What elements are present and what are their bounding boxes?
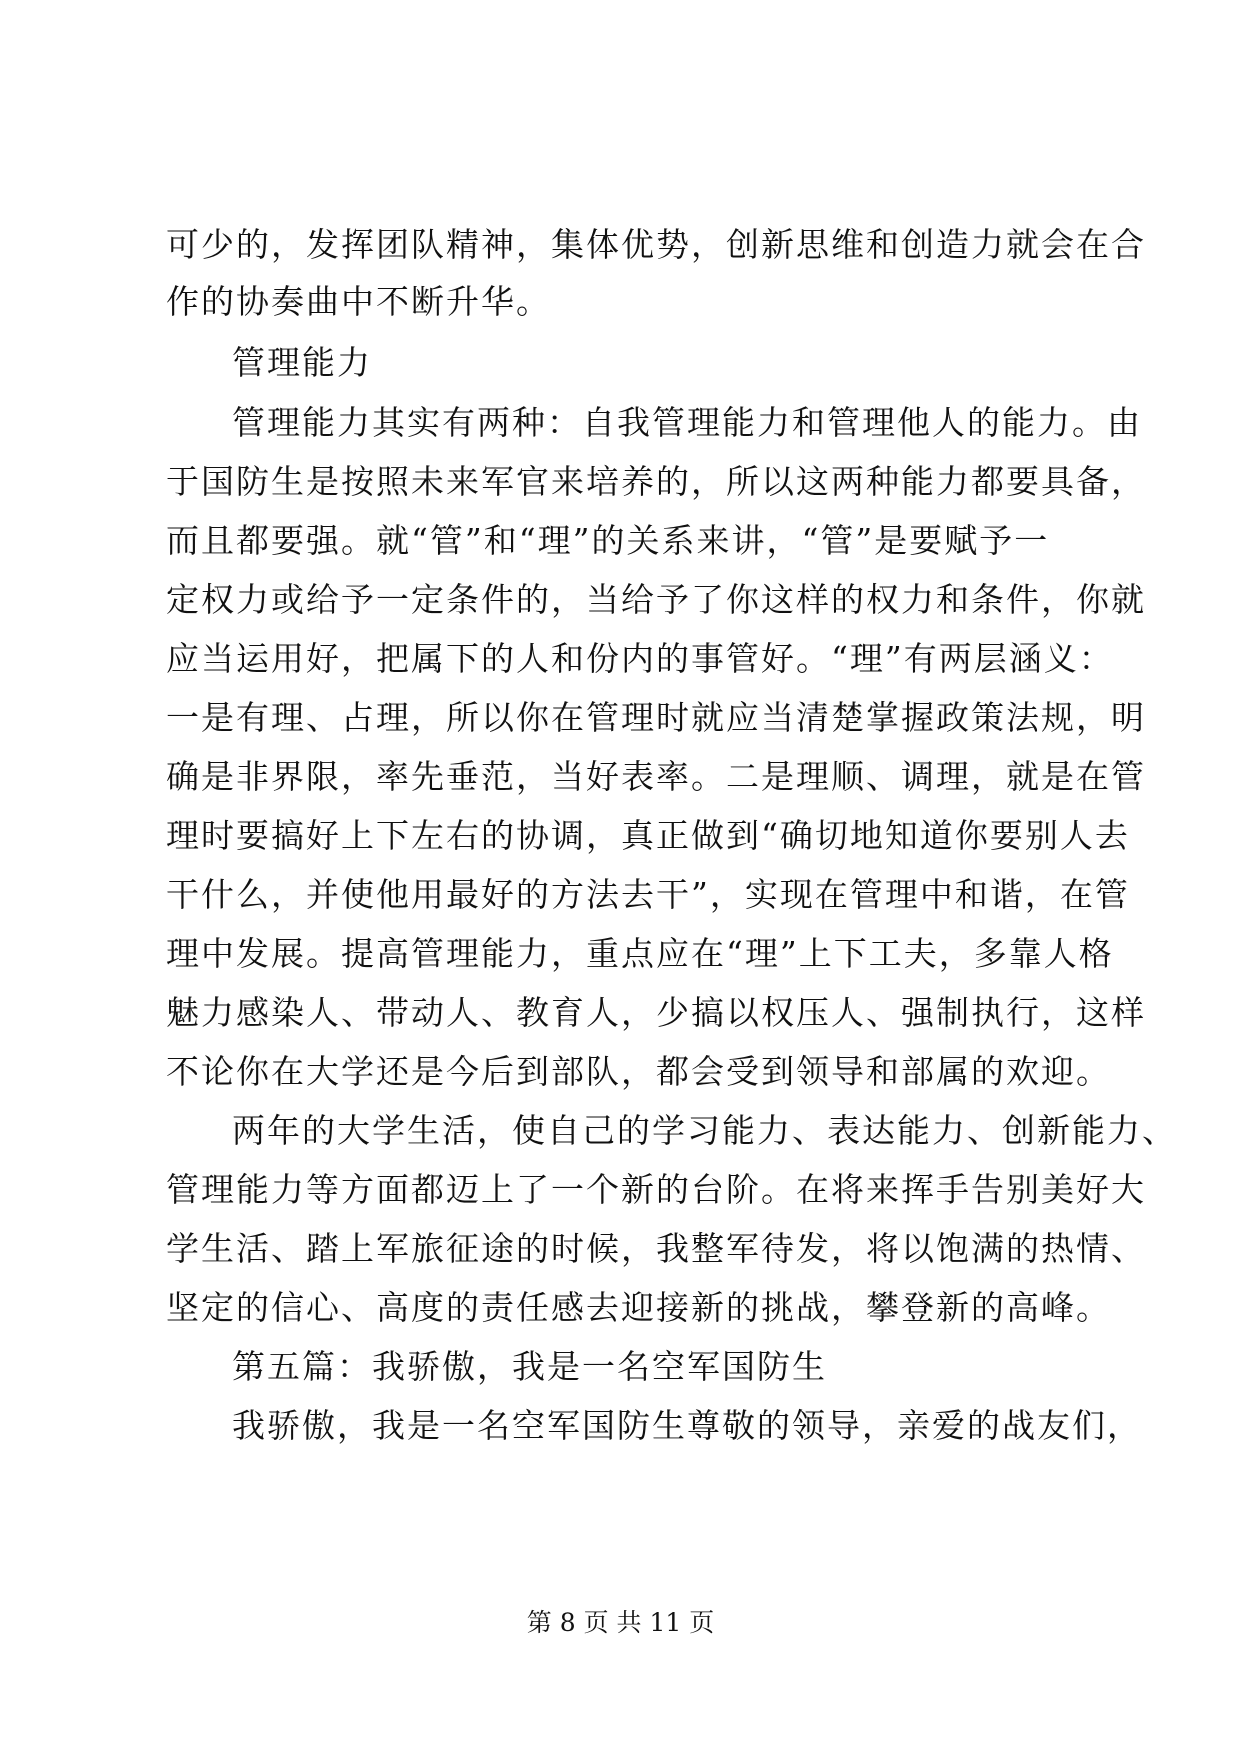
text-line: 应当运用好，把属下的人和份内的事管好。“理”有两层涵义：	[166, 639, 1114, 678]
text-line: 管理能力其实有两种：自我管理能力和管理他人的能力。由	[232, 403, 1142, 442]
text-line: 一是有理、占理，所以你在管理时就应当清楚掌握政策法规，明	[166, 698, 1146, 737]
text-line: 作的协奏曲中不断升华。	[166, 282, 551, 321]
section-heading: 第五篇：我骄傲，我是一名空军国防生	[232, 1347, 827, 1386]
text-line: 定权力或给予一定条件的，当给予了你这样的权力和条件，你就	[166, 580, 1146, 619]
text-line: 理中发展。提高管理能力，重点应在“理”上下工夫，多靠人格	[166, 934, 1114, 973]
text-line: 我骄傲，我是一名空军国防生尊敬的领导，亲爱的战友们，	[232, 1406, 1142, 1445]
text-line: 而且都要强。就“管”和“理”的关系来讲，“管”是要赋予一	[166, 521, 1050, 560]
text-line: 学生活、踏上军旅征途的时候，我整军待发，将以饱满的热情、	[166, 1229, 1146, 1268]
text-line: 干什么，并使他用最好的方法去干”，实现在管理中和谐，在管	[166, 875, 1130, 914]
text-line: 不论你在大学还是今后到部队，都会受到领导和部属的欢迎。	[166, 1052, 1111, 1091]
text-line: 管理能力等方面都迈上了一个新的台阶。在将来挥手告别美好大	[166, 1170, 1146, 1209]
text-line: 于国防生是按照未来军官来培养的，所以这两种能力都要具备，	[166, 462, 1146, 501]
text-line: 可少的，发挥团队精神，集体优势，创新思维和创造力就会在合	[166, 225, 1146, 264]
section-heading: 管理能力	[232, 343, 372, 382]
text-line: 魅力感染人、带动人、教育人，少搞以权压人、强制执行，这样	[166, 993, 1146, 1032]
text-line: 确是非界限，率先垂范，当好表率。二是理顺、调理，就是在管	[166, 757, 1146, 796]
page-footer: 第 8 页 共 11 页	[526, 1608, 715, 1637]
text-line: 坚定的信心、高度的责任感去迎接新的挑战，攀登新的高峰。	[166, 1288, 1111, 1327]
text-line: 两年的大学生活，使自己的学习能力、表达能力、创新能力、	[232, 1111, 1177, 1150]
text-line: 理时要搞好上下左右的协调，真正做到“确切地知道你要别人去	[166, 816, 1130, 855]
